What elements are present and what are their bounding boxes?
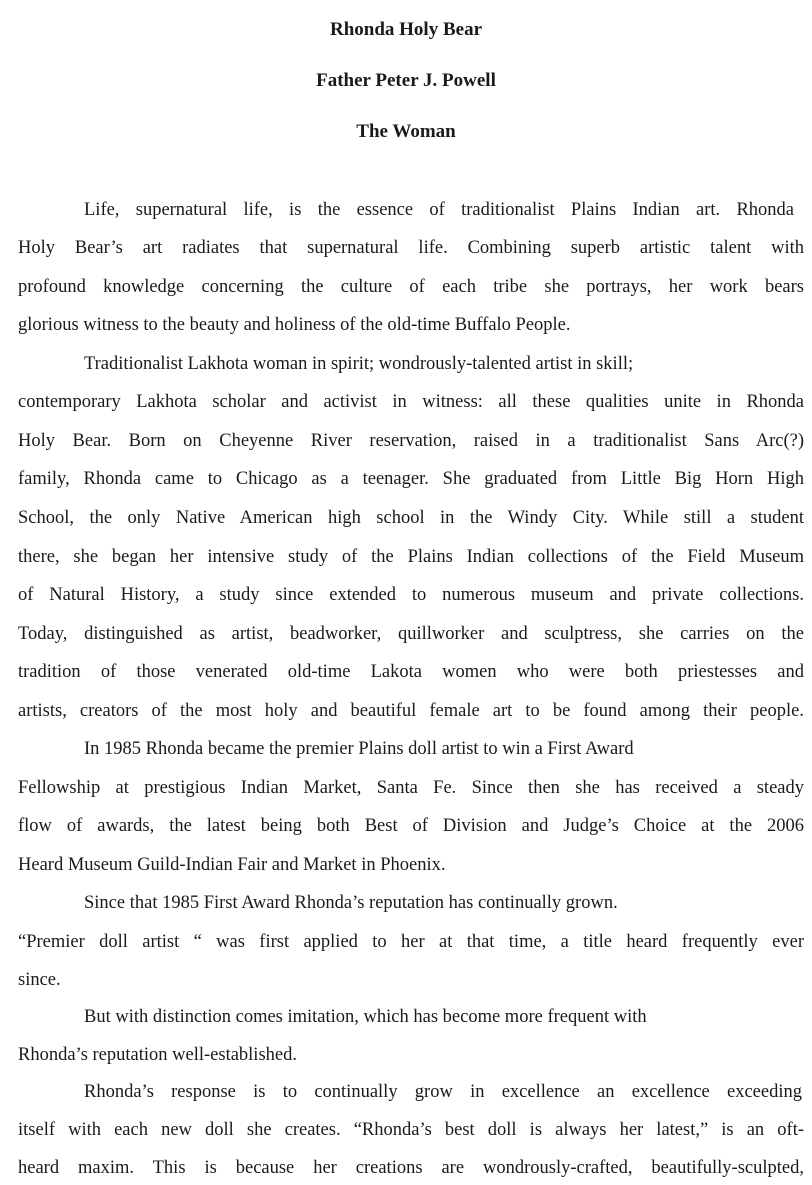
body-line: Today, distinguished as artist, beadworker, quillworker and sculptress, she carries on the <box>18 624 804 644</box>
body-line: since. <box>18 970 61 990</box>
body-line: In 1985 Rhonda became the premier Plains doll artist to win a First Award <box>84 739 634 759</box>
body-line: Holy Bear’s art radiates that supernatural life. Combining superb artistic talent with <box>18 238 804 258</box>
body-line: Life, supernatural life, is the essence of traditionalist Plains Indian art. Rhonda <box>84 200 794 220</box>
body-line: contemporary Lakhota scholar and activist in witness: all these qualities unite in Rhonda <box>18 392 804 412</box>
body-line: itself with each new doll she creates. “Rhonda’s best doll is always her latest,” is an oft- <box>18 1120 804 1140</box>
body-line: tradition of those venerated old-time Lakota women who were both priestesses and <box>18 662 804 682</box>
body-line: glorious witness to the beauty and holiness of the old-time Buffalo People. <box>18 315 571 335</box>
body-line: “Premier doll artist “ was first applied to her at that time, a title heard frequently ever <box>18 932 804 952</box>
body-line: there, she began her intensive study of the Plains Indian collections of the Field Museum <box>18 547 804 567</box>
body-line: profound knowledge concerning the culture of each tribe she portrays, her work bears <box>18 277 804 297</box>
author-heading: Rhonda Holy Bear <box>329 19 483 40</box>
body-line: Heard Museum Guild-Indian Fair and Market in Phoenix. <box>18 855 446 875</box>
body-line: Fellowship at prestigious Indian Market, Santa Fe. Since then she has received a steady <box>18 778 804 798</box>
body-line: Traditionalist Lakhota woman in spirit; wondrously-talented artist in skill; <box>84 354 634 374</box>
body-line: Rhonda’s reputation well-established. <box>18 1045 297 1065</box>
title-heading: The Woman <box>356 121 456 142</box>
body-line: artists, creators of the most holy and beautiful female art to be found among their people. <box>18 701 804 721</box>
co-author-heading: Father Peter J. Powell <box>316 70 496 91</box>
body-line: Since that 1985 First Award Rhonda’s reputation has continually grown. <box>84 893 618 913</box>
body-line: Rhonda’s response is to continually grow in excellence an excellence exceeding <box>84 1082 802 1102</box>
body-line: heard maxim. This is because her creations are wondrously-crafted, beautifully-sculpted, <box>18 1158 804 1178</box>
body-line: Holy Bear. Born on Cheyenne River reservation, raised in a traditionalist Sans Arc(?) <box>18 431 804 451</box>
body-line: family, Rhonda came to Chicago as a teenager. She graduated from Little Big Horn High <box>18 469 804 489</box>
body-line: But with distinction comes imitation, which has become more frequent with <box>84 1007 647 1027</box>
body-line: School, the only Native American high school in the Windy City. While still a student <box>18 508 804 528</box>
body-line: of Natural History, a study since extended to numerous museum and private collections. <box>18 585 804 605</box>
body-line: flow of awards, the latest being both Best of Division and Judge’s Choice at the 2006 <box>18 816 804 836</box>
